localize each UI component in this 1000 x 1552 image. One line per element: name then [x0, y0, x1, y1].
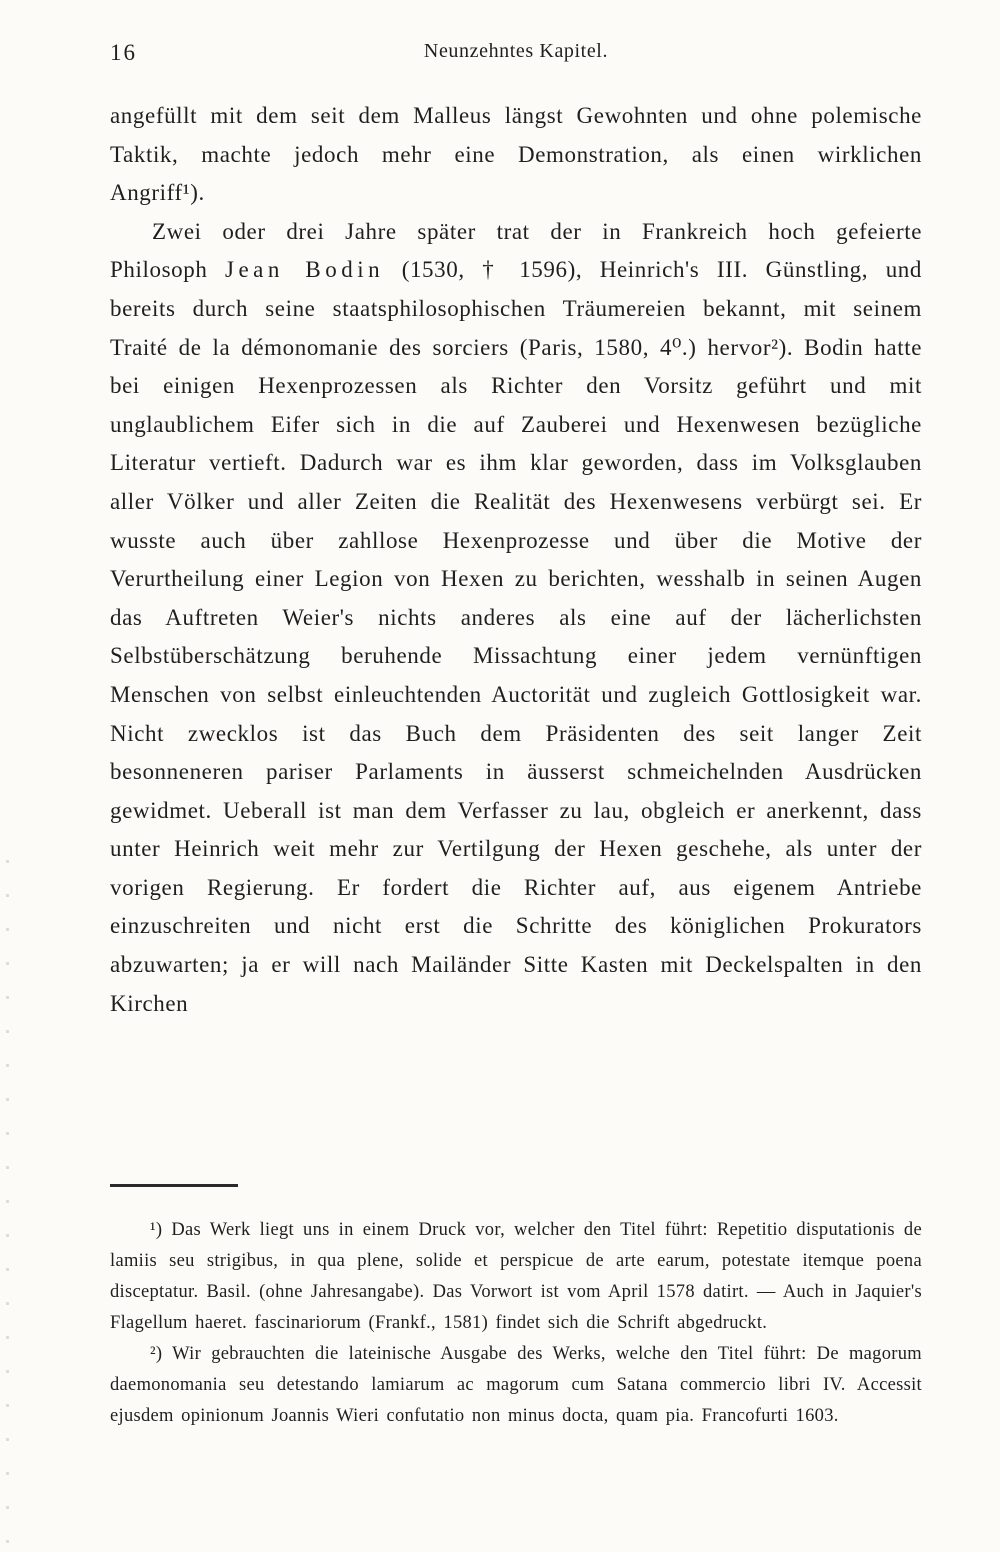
- footnotes: [110, 1215, 922, 1432]
- paragraph: [110, 213, 922, 1023]
- paragraph: [110, 97, 922, 213]
- footnote-area: [110, 1184, 922, 1432]
- body-text: [110, 97, 922, 1183]
- text-run: angefüllt mit dem seit dem Malleus längst Gewohnten und ohne polemische Taktik, machte jedoch mehr eine Demonstration, als einen wirklichen Angriff¹).: [110, 103, 922, 206]
- text-run: Zwei oder drei Jahre später trat der in Frankreich hoch gefeierte Philosoph: [110, 218, 922, 283]
- page-number: 16: [110, 40, 137, 65]
- footnote: ¹) Das Werk liegt uns in einem Druck vor, welcher den Titel führt: Repetitio disputationis de lamiis seu strigibus, in qua plene, solide et perspicue de arte earum, potestate itemque poena disceptatur. Basil. (ohne Jahresangabe). Das Vorwort ist vom April 1578 datirt. — Auch in Jaquier's Flagellum haeret. fascinariorum (Frankf., 1581) findet sich die Schrift abgedruckt.: [110, 1220, 922, 1333]
- text-run: (1530, † 1596), Heinrich's III. Günstling, und bereits durch seine staatsphilosophischen Träumereien bekannt, mit seinem Traité de la démonomanie des sorciers (Paris, 1580, 4⁰.) hervor²). Bodin hatte bei einigen Hexenprozessen als Richter den Vorsitz geführt und mit unglaublichem Eifer sich in die auf Zauberei und Hexenwesen bezügliche Literatur vertieft. Dadurch war es ihm klar geworden, dass im Volksglauben aller Völker und aller Zeiten die Realität des Hexenwesens verbürgt sei. Er wusste auch über zahllose Hexenprozesse und über die Motive der Verurtheilung einer Legion von Hexen zu berichten, wesshalb in seinen Augen das Auftreten Weier's nichts anderes als eine auf der lächerlichsten Selbstüberschätzung beruhende Missachtung einer jedem vernünftigen Menschen von selbst einleuchtenden Auctorität und zugleich Gottlosigkeit war. Nicht zwecklos ist das Buch dem Präsidenten des seit langer Zeit besonneneren pariser Parlaments in äusserst schmeichelnden Ausdrücken gewidmet. Ueberall ist man dem Verfasser zu lau, obgleich er anerkennt, dass unter Heinrich weit mehr zur Vertilgung der Hexen geschehe, als unter der vorigen Regierung. Er fordert die Richter auf, aus eigenem Antriebe einzuschreiten und nicht erst die Schritte des königlichen Prokurators abzuwarten; ja er will nach Mailänder Sitte Kasten mit Deckelspalten in den Kirchen: [110, 257, 922, 1016]
- page-header: [110, 36, 922, 70]
- footnote: ²) Wir gebrauchten die lateinische Ausgabe des Werks, welche den Titel führt: De magorum daemonomania seu detestando lamiarum ac magorum cum Satana commercio libri IV. Accessit ejusdem opinionum Joannis Wieri confutatio non minus docta, quam pia. Francofurti 1603.: [110, 1344, 922, 1426]
- running-head: Neunzehntes Kapitel.: [423, 40, 609, 62]
- scan-edge-artifacts: [6, 860, 9, 1552]
- person-name-letterspaced: Jean Bodin: [225, 257, 385, 283]
- footnote-separator: [110, 1184, 238, 1187]
